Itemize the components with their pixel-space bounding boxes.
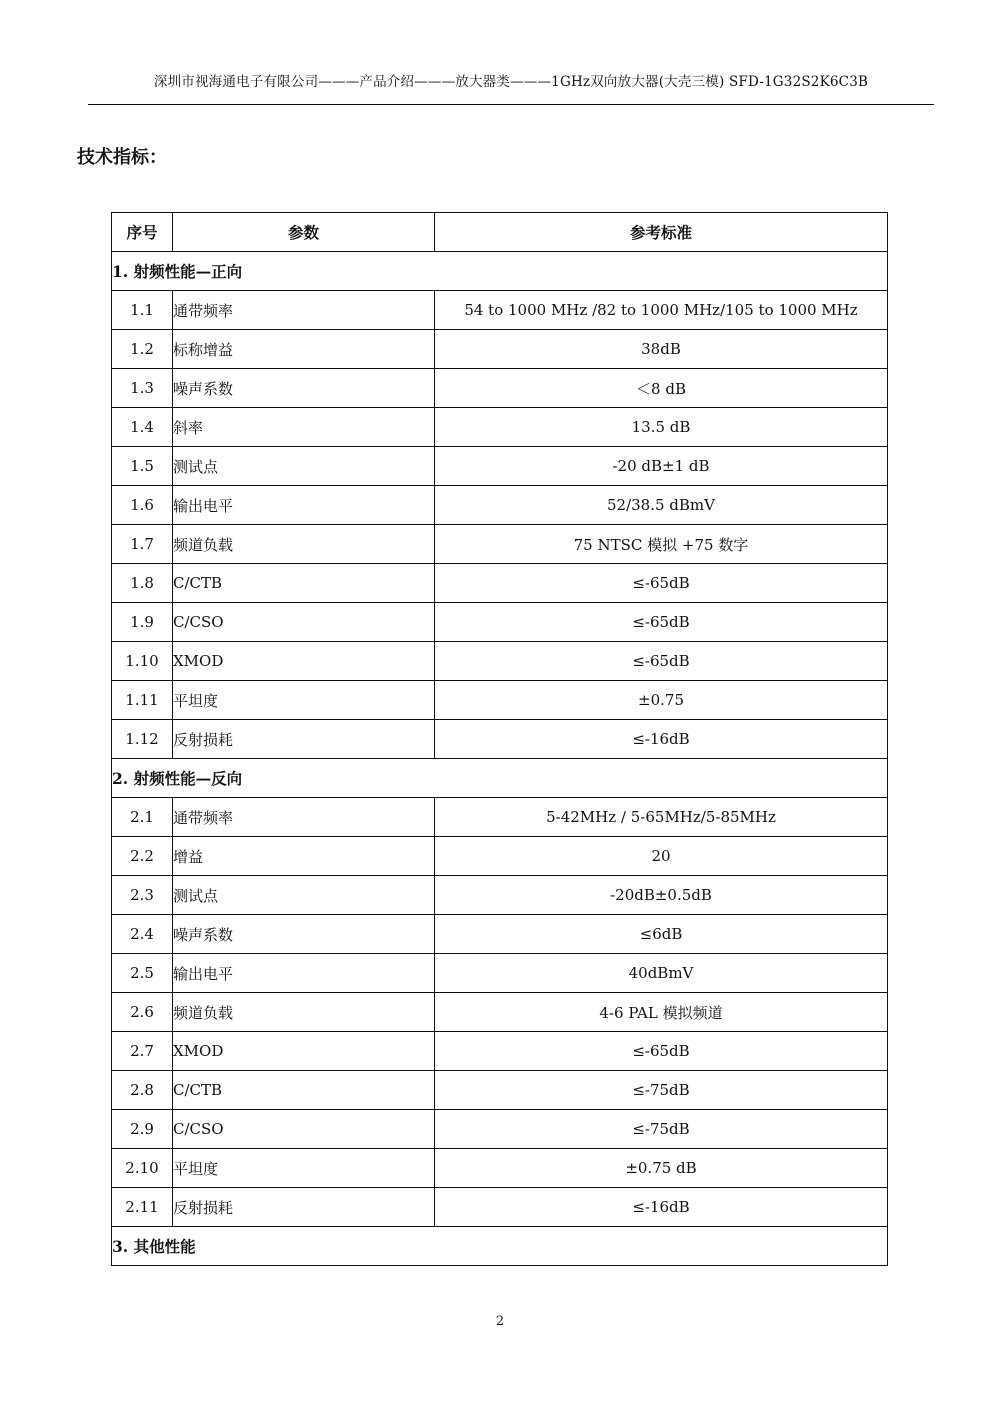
row-number: 1.9	[112, 603, 173, 642]
row-parameter: 通带频率	[173, 798, 435, 837]
table-row	[112, 1071, 888, 1110]
row-standard: ≤-16dB	[435, 1188, 888, 1227]
row-standard: ≤-65dB	[435, 564, 888, 603]
row-number: 2.4	[112, 915, 173, 954]
table-row	[112, 486, 888, 525]
row-standard: 54 to 1000 MHz /82 to 1000 MHz/105 to 1000 MHz	[435, 291, 888, 330]
row-number: 1.6	[112, 486, 173, 525]
row-parameter: 输出电平	[173, 954, 435, 993]
table-row	[112, 291, 888, 330]
group-title: 1. 射频性能—正向	[112, 252, 888, 291]
row-standard: ±0.75 dB	[435, 1149, 888, 1188]
table-row	[112, 525, 888, 564]
row-number: 2.11	[112, 1188, 173, 1227]
row-parameter: C/CSO	[173, 1110, 435, 1149]
row-number: 2.6	[112, 993, 173, 1032]
row-parameter: 反射损耗	[173, 1188, 435, 1227]
table-row	[112, 1149, 888, 1188]
row-standard: 4-6 PAL 模拟频道	[435, 993, 888, 1032]
row-standard: 75 NTSC 模拟 +75 数字	[435, 525, 888, 564]
table-row	[112, 837, 888, 876]
row-parameter: 反射损耗	[173, 720, 435, 759]
group-title: 3. 其他性能	[112, 1227, 888, 1266]
row-standard: ≤-16dB	[435, 720, 888, 759]
row-number: 2.8	[112, 1071, 173, 1110]
row-parameter: 标称增益	[173, 330, 435, 369]
row-standard: 52/38.5 dBmV	[435, 486, 888, 525]
table-row	[112, 447, 888, 486]
row-standard: -20 dB±1 dB	[435, 447, 888, 486]
row-number: 1.5	[112, 447, 173, 486]
row-number: 2.2	[112, 837, 173, 876]
row-parameter: 频道负载	[173, 525, 435, 564]
table-row	[112, 876, 888, 915]
row-standard: 20	[435, 837, 888, 876]
row-standard: 13.5 dB	[435, 408, 888, 447]
row-standard: 5-42MHz / 5-65MHz/5-85MHz	[435, 798, 888, 837]
table-row	[112, 681, 888, 720]
group-row	[112, 759, 888, 798]
row-number: 1.10	[112, 642, 173, 681]
row-parameter: 平坦度	[173, 681, 435, 720]
column-header-standard: 参考标准	[435, 213, 888, 252]
row-number: 1.7	[112, 525, 173, 564]
row-parameter: C/CTB	[173, 1071, 435, 1110]
table-row	[112, 798, 888, 837]
row-parameter: 斜率	[173, 408, 435, 447]
row-standard: ≤6dB	[435, 915, 888, 954]
row-parameter: C/CSO	[173, 603, 435, 642]
table-row	[112, 330, 888, 369]
group-row	[112, 252, 888, 291]
table-row	[112, 1110, 888, 1149]
page-number: 2	[495, 1314, 505, 1329]
row-parameter: XMOD	[173, 1032, 435, 1071]
table-row	[112, 564, 888, 603]
table-row	[112, 408, 888, 447]
section-title: 技术指标：	[77, 147, 167, 168]
row-number: 2.7	[112, 1032, 173, 1071]
table-row	[112, 1032, 888, 1071]
row-standard: -20dB±0.5dB	[435, 876, 888, 915]
group-title: 2. 射频性能—反向	[112, 759, 888, 798]
table-row	[112, 915, 888, 954]
column-header-no: 序号	[112, 213, 173, 252]
row-number: 2.9	[112, 1110, 173, 1149]
table-row	[112, 369, 888, 408]
row-parameter: 通带频率	[173, 291, 435, 330]
row-standard: ≤-75dB	[435, 1071, 888, 1110]
table-header-row	[112, 213, 888, 252]
row-number: 1.2	[112, 330, 173, 369]
row-standard: ≤-65dB	[435, 642, 888, 681]
column-header-param: 参数	[173, 213, 435, 252]
header-divider	[88, 104, 934, 105]
row-number: 2.10	[112, 1149, 173, 1188]
row-standard: ≤-65dB	[435, 603, 888, 642]
row-number: 2.1	[112, 798, 173, 837]
spec-table	[111, 212, 888, 1266]
row-number: 1.11	[112, 681, 173, 720]
row-parameter: XMOD	[173, 642, 435, 681]
row-number: 1.3	[112, 369, 173, 408]
row-parameter: 测试点	[173, 876, 435, 915]
row-number: 2.3	[112, 876, 173, 915]
row-standard: 38dB	[435, 330, 888, 369]
spec-table-body	[112, 252, 888, 1266]
row-number: 1.8	[112, 564, 173, 603]
row-parameter: 噪声系数	[173, 915, 435, 954]
row-parameter: 噪声系数	[173, 369, 435, 408]
row-parameter: 测试点	[173, 447, 435, 486]
row-parameter: 增益	[173, 837, 435, 876]
table-row	[112, 642, 888, 681]
row-number: 1.4	[112, 408, 173, 447]
row-standard: ≤-75dB	[435, 1110, 888, 1149]
row-parameter: 平坦度	[173, 1149, 435, 1188]
row-parameter: 输出电平	[173, 486, 435, 525]
group-row	[112, 1227, 888, 1266]
page-header: 深圳市视海通电子有限公司———产品介绍———放大器类———1GHz双向放大器(大壳三模) SFD-1G32S2K6C3B	[153, 74, 869, 90]
table-row	[112, 603, 888, 642]
table-row	[112, 1188, 888, 1227]
row-number: 2.5	[112, 954, 173, 993]
row-parameter: C/CTB	[173, 564, 435, 603]
row-standard: ±0.75	[435, 681, 888, 720]
table-row	[112, 954, 888, 993]
row-standard: ≤-65dB	[435, 1032, 888, 1071]
row-standard: 40dBmV	[435, 954, 888, 993]
row-parameter: 频道负载	[173, 993, 435, 1032]
row-number: 1.12	[112, 720, 173, 759]
row-standard: ＜8 dB	[435, 369, 888, 408]
table-row	[112, 993, 888, 1032]
row-number: 1.1	[112, 291, 173, 330]
table-row	[112, 720, 888, 759]
